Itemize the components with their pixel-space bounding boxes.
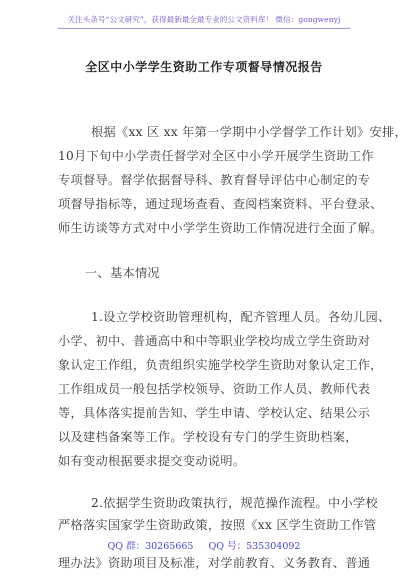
body-line: 专项督导。督学依据督导科、教育督导评估中心制定的专 [58, 173, 371, 187]
body-line: 1.设立学校资助管理机构，配齐管理人员。各幼儿园、 [91, 310, 391, 324]
header-banner: 关注头条号“公文研究”，获得最新最全最专业的公文资料库！ 微信：gongwenyj [67, 15, 341, 24]
body-line: 小学、初中、普通高中和中等职业学校均成立学生资助对 [58, 334, 371, 348]
section-heading: 一、基本情况 [85, 266, 160, 280]
body-line: 严格落实国家学生资助政策，按照《xx 区学生资助工作管 [58, 518, 377, 532]
document-title: 全区中小学学生资助工作专项督导情况报告 [85, 60, 323, 74]
body-line: 如有变动根据要求提交变动说明。 [58, 454, 246, 468]
body-line: 以及建档备案等工作。学校设有专门的学生资助档案， [58, 430, 358, 444]
body-line: 10月下旬中小学责任督学对全区中小学开展学生资助工作 [58, 149, 374, 163]
body-line: 2.依据学生资助政策执行，规范操作流程。中小学校 [91, 496, 378, 510]
body-line: 理办法》资助项目及标准，对学前教育、义务教育、普通 [58, 556, 371, 570]
footer-qq-number: QQ 号：535304092 [208, 541, 301, 552]
body-line: 等，具体落实提前告知、学生申请、学校认定、结果公示 [58, 406, 371, 420]
header-divider [58, 28, 350, 29]
body-line: 工作组成员一般包括学校领导、资助工作人员、教师代表 [58, 382, 371, 396]
body-line: 项督导指标等，通过现场查看、查阅档案资料、平台登录、 [58, 197, 383, 211]
footer-qq-group: QQ 群：30265665 [107, 541, 194, 552]
footer-contact [0, 538, 408, 552]
body-line: 师生访谈等方式对中小学学生资助工作情况进行全面了解。 [58, 221, 383, 235]
body-line: 根据《xx 区 xx 年第一学期中小学督学工作计划》安排， [91, 125, 407, 139]
body-line: 象认定工作组，负责组织实施学校学生资助对象认定工作， [58, 358, 383, 372]
